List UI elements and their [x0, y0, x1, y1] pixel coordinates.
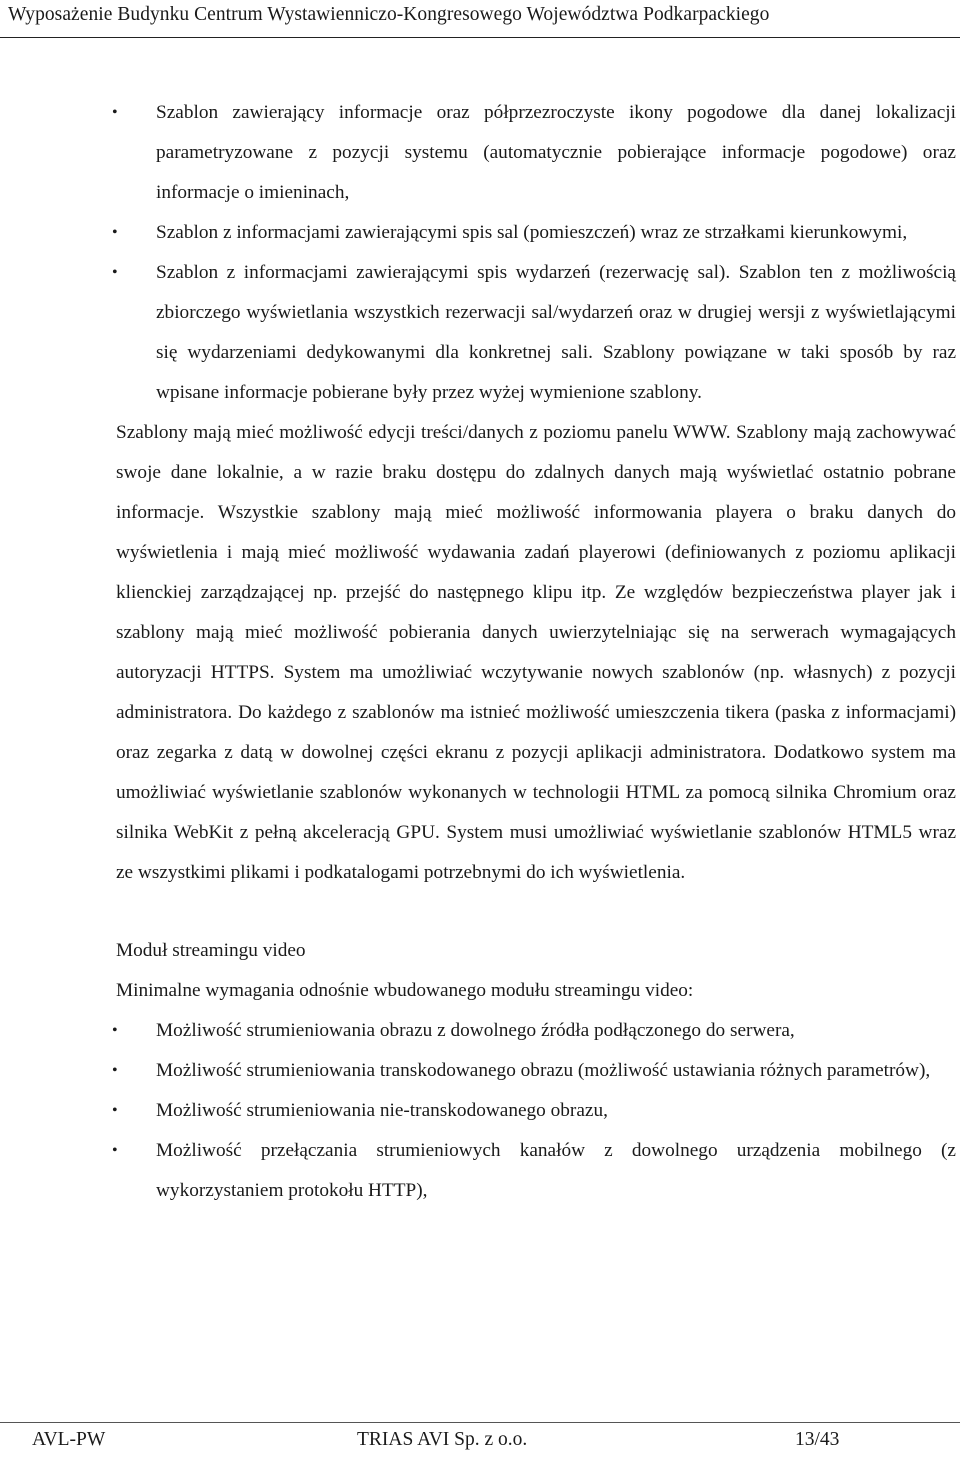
footer-document-code: AVL-PW — [32, 1429, 106, 1450]
bullet-icon: • — [112, 1142, 118, 1159]
bullet-icon: • — [112, 1022, 118, 1039]
list-item — [0, 213, 956, 253]
list-item-text: Możliwość strumieniowania obrazu z dowolnego źródła podłączonego do serwera, — [156, 1020, 795, 1041]
list-item — [0, 1131, 956, 1211]
footer-divider — [0, 1422, 960, 1423]
page-number: 13/43 — [795, 1429, 840, 1450]
list-item-text: Szablon z informacjami zawierającymi spis wydarzeń (rezerwację sal). Szablon ten z możliwością zbiorczego wyświetlania wszystkich rezerwacji sal/wydarzeń oraz w drugiej wersji z wyświetlającymi się wydarzeniami dedykowanymi dla konkretnej sali. Szablony powiązane w taki sposób by raz wpisane informacje pobierane były przez wyżej wymienione szablony. — [156, 262, 956, 403]
page-content — [0, 93, 960, 1211]
page-footer — [0, 1425, 960, 1455]
section-spacer — [0, 893, 960, 931]
bullet-icon: • — [112, 1062, 118, 1079]
header-divider — [0, 37, 960, 38]
list-item-text: Szablon zawierający informacje oraz półprzezroczyste ikony pogodowe dla danej lokalizacji parametryzowane z pozycji systemu (automatycznie pobierające informacje pogodowe) oraz informacje o imieninach, — [156, 102, 956, 203]
list-item — [0, 253, 956, 413]
document-header-title: Wyposażenie Budynku Centrum Wystawienniczo-Kongresowego Województwa Podkarpackiego — [8, 4, 770, 25]
bullet-icon: • — [112, 1102, 118, 1119]
list-item-text: Szablon z informacjami zawierającymi spis sal (pomieszczeń) wraz ze strzałkami kierunkowymi, — [156, 222, 908, 243]
list-item-text: Możliwość przełączania strumieniowych kanałów z dowolnego urządzenia mobilnego (z wykorzystaniem protokołu HTTP), — [156, 1140, 956, 1201]
list-item — [0, 1091, 956, 1131]
list-item-text: Możliwość strumieniowania transkodowanego obrazu (możliwość ustawiania różnych parametrów), — [156, 1060, 931, 1081]
bullet-icon: • — [112, 104, 118, 121]
template-list — [0, 93, 960, 413]
bullet-icon: • — [112, 264, 118, 281]
list-item-text: Możliwość strumieniowania nie-transkodowanego obrazu, — [156, 1100, 608, 1121]
bullet-icon: • — [112, 224, 118, 241]
list-item — [0, 1011, 956, 1051]
section-heading: Moduł streamingu video — [116, 940, 306, 961]
requirements-list — [0, 1011, 960, 1211]
list-item — [0, 1051, 956, 1091]
list-item — [0, 93, 956, 213]
body-paragraph: Szablony mają mieć możliwość edycji treści/danych z poziomu panelu WWW. Szablony mają zachowywać swoje dane lokalnie, a w razie braku dostępu do zdalnych danych mają wyświetlać ostatnio pobrane informacje. Wszystkie szablony mają mieć możliwość informowania playera o braku danych do wyświetlenia i mają mieć możliwość wydawania zadań playerowi (definiowanych z poziomu aplikacji klienckiej zarządzającej np. przejść do następnego klipu itp. Ze względów bezpieczeństwa player jak i szablony mają mieć możliwość pobierania danych uwierzytelniając się na serwerach wymagających autoryzacji HTTPS. System ma umożliwiać wczytywanie nowych szablonów (np. własnych) z pozycji administratora. Do każdego z szablonów ma istnieć możliwość umieszczenia tikera (paska z informacjami) oraz zegarka z datą w dowolnej części ekranu z pozycji aplikacji administratora. Dodatkowo system ma umożliwiać wyświetlanie szablonów wykonanych w technologii HTML za pomocą silnika Chromium oraz silnika WebKit z pełną akceleracją GPU. System musi umożliwiać wyświetlanie szablonów HTML5 wraz ze wszystkimi plikami i podkatalogami potrzebnymi do ich wyświetlenia. — [116, 422, 956, 883]
section-intro: Minimalne wymagania odnośnie wbudowanego modułu streamingu video: — [116, 980, 694, 1001]
footer-company-name: TRIAS AVI Sp. z o.o. — [357, 1429, 528, 1450]
